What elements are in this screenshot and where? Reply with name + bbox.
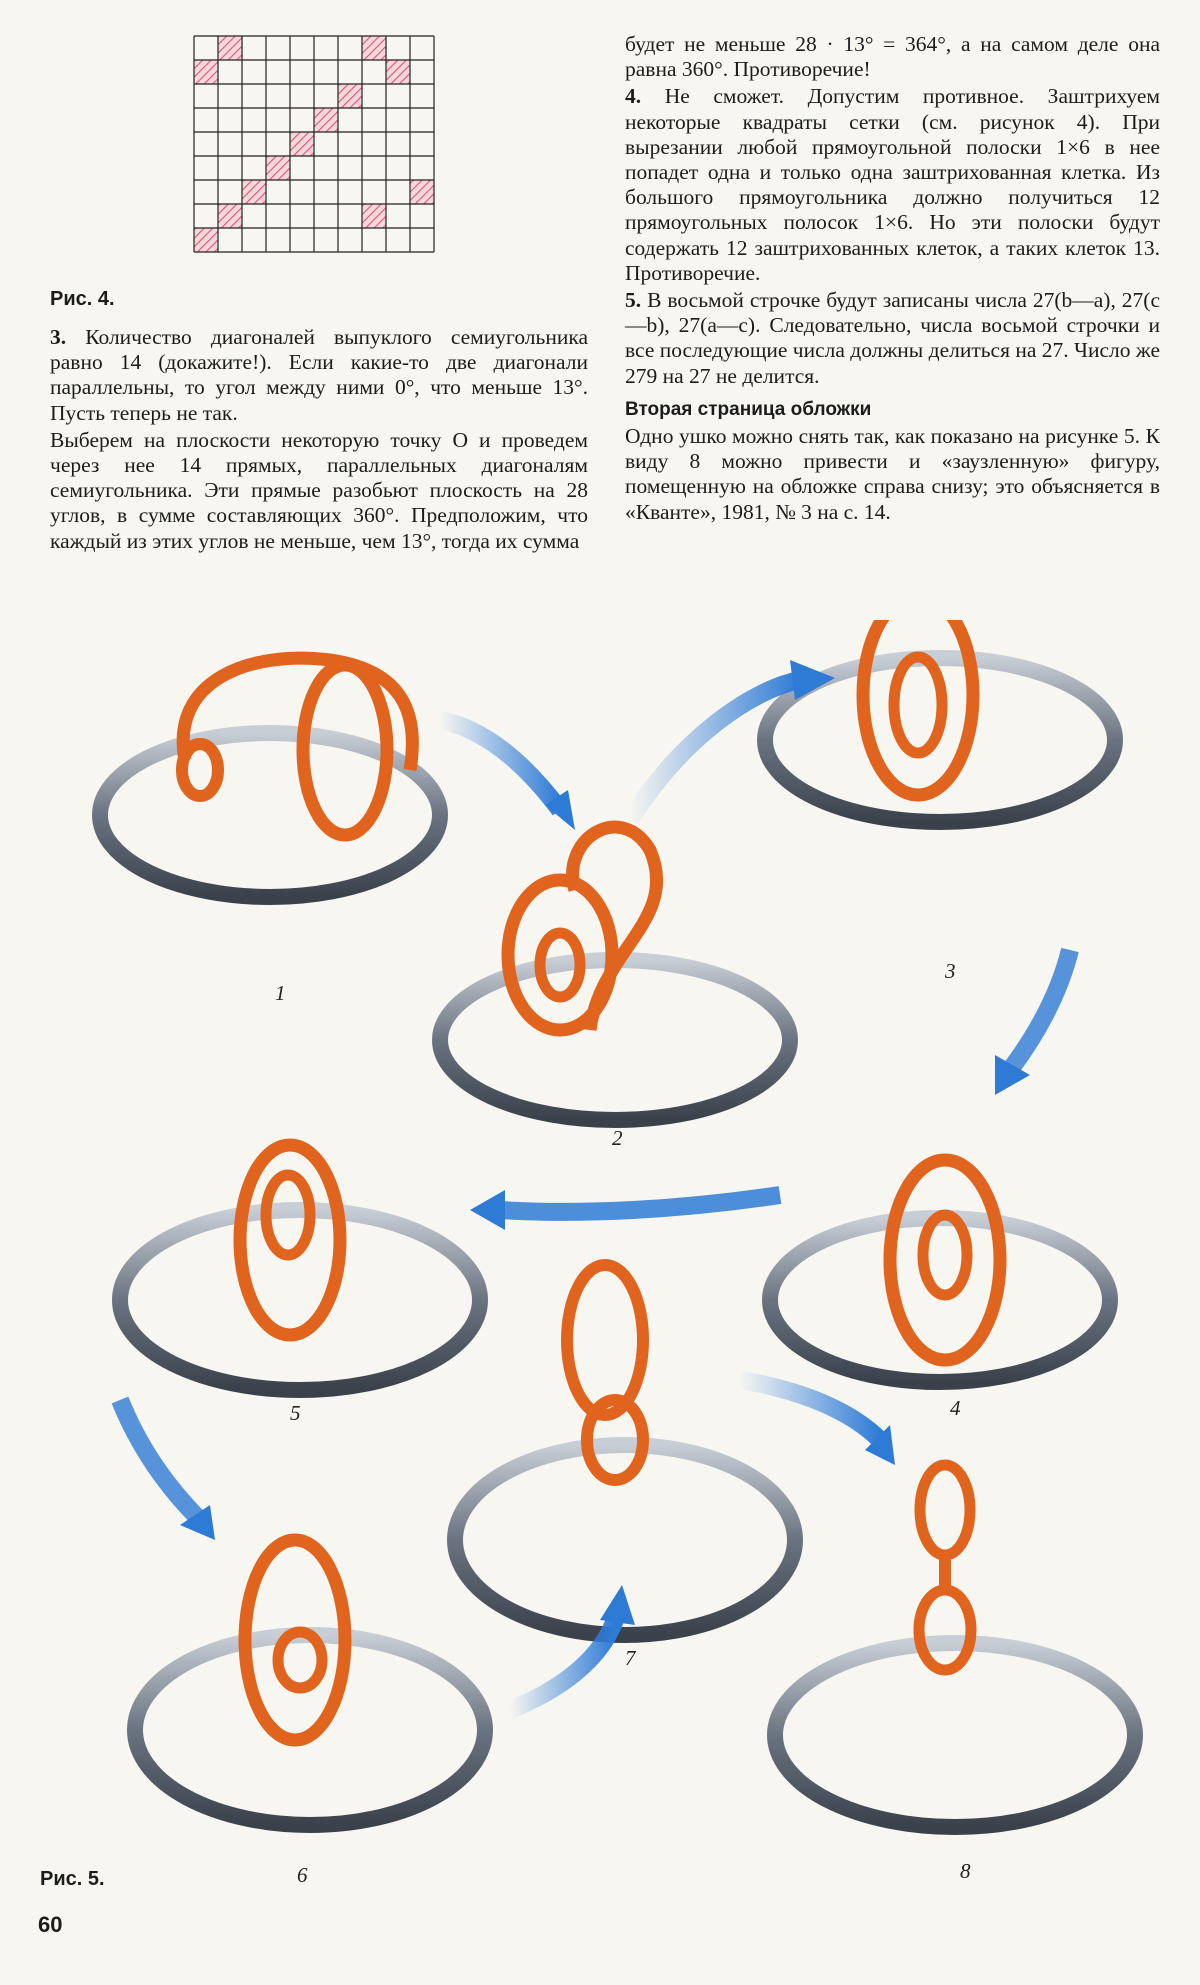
step-label-1: 1 bbox=[275, 981, 286, 1005]
paragraph-4-number: 4. bbox=[625, 84, 642, 109]
arrow-7-to-8 bbox=[740, 1380, 895, 1465]
figure-4-grid bbox=[193, 35, 463, 280]
step-label-5: 5 bbox=[290, 1401, 301, 1425]
arrow-6-to-7 bbox=[510, 1585, 635, 1710]
arrow-4-to-5 bbox=[470, 1190, 780, 1230]
figure-5-illustration bbox=[0, 620, 1200, 1900]
paragraph-5-text: В восьмой строчке будут записаны числа 27(b—a), 27(c—b), 27(a—c). Следовательно, числа восьмой строчки и все последующие числа должны делиться на 27. Число же 279 на 27 не делится. bbox=[625, 288, 1161, 388]
step-label-4: 4 bbox=[950, 1396, 961, 1420]
left-column bbox=[50, 325, 588, 554]
step-2-figure bbox=[440, 827, 790, 1120]
step-7-figure bbox=[455, 1265, 795, 1635]
step-label-3: 3 bbox=[945, 959, 956, 983]
figure-4-caption: Рис. 4. bbox=[50, 288, 115, 310]
step-8-figure bbox=[775, 1465, 1135, 1827]
section-heading: Вторая страница обложки bbox=[625, 398, 872, 420]
paragraph-cover: Одно ушко можно снять так, как показано на рисунке 5. К виду 8 можно привести и «заузленную» фигуру, помещенную на обложке справа снизу; это объясняется в «Кванте», 1981, № 3 на с. 14. bbox=[625, 424, 1160, 524]
figure-5-caption: Рис. 5. bbox=[40, 1868, 105, 1890]
step-3-figure bbox=[765, 620, 1115, 822]
shaded-cell bbox=[266, 156, 290, 180]
arrow-3-to-4 bbox=[995, 950, 1070, 1095]
paragraph-3-text: Количество диагоналей выпуклого семиугольника равно 14 (докажите!). Если какие-то две диагонали параллельны, то угол между ними 0°, что меньше 13°. Пусть теперь не так. bbox=[50, 325, 588, 425]
paragraph-4 bbox=[625, 84, 1160, 286]
shaded-cell bbox=[290, 132, 314, 156]
step-label-8: 8 bbox=[960, 1859, 971, 1883]
arrow-5-to-6 bbox=[120, 1400, 215, 1540]
shaded-cell bbox=[242, 180, 266, 204]
paragraph-3-conclusion: будет не меньше 28 · 13° = 364°, а на самом деле она равна 360°. Противоречие! bbox=[625, 32, 1160, 82]
step-4-figure bbox=[770, 1160, 1110, 1382]
shaded-cell bbox=[194, 228, 218, 252]
shaded-cell bbox=[314, 108, 338, 132]
step-label-6: 6 bbox=[297, 1863, 308, 1887]
page-number: 60 bbox=[38, 1912, 63, 1937]
paragraph-3-continued: Выберем на плоскости некоторую точку O и проведем через нее 14 прямых, параллельных диагоналям семиугольника. Эти прямые разобьют плоскость на 28 углов, в сумме составляющих 360°. Предположим, что каждый из этих углов не меньше, чем 13°, тогда их сумма bbox=[50, 427, 588, 553]
shaded-cell bbox=[338, 84, 362, 108]
shaded-cell bbox=[362, 36, 386, 60]
paragraph-5 bbox=[625, 288, 1160, 389]
shaded-cell bbox=[362, 204, 386, 228]
paragraph-3 bbox=[50, 325, 588, 426]
shaded-cell bbox=[218, 36, 242, 60]
step-6-figure bbox=[135, 1540, 485, 1825]
shaded-cell bbox=[410, 180, 434, 204]
paragraph-3-number: 3. bbox=[50, 325, 67, 349]
paragraph-4-text: Не сможет. Допустим противное. Заштрихуем некоторые квадраты сетки (см. рисунок 4). При вырезании любой прямоугольной полоски 1×6 в нее попадет одна и только одна заштрихованная клетка. Из большого прямоугольника должно получиться 12 прямоугольных полосок 1×6. Но эти полоски будут содержать 12 заштрихованных клеток, а таких клеток 13. Противоречие. bbox=[625, 84, 1161, 285]
step-5-figure bbox=[120, 1145, 480, 1390]
right-column bbox=[625, 32, 1160, 525]
step-1-figure bbox=[100, 658, 440, 897]
shaded-cell bbox=[386, 60, 410, 84]
step-label-7: 7 bbox=[625, 1646, 636, 1670]
shaded-cell bbox=[194, 60, 218, 84]
step-label-2: 2 bbox=[612, 1126, 623, 1150]
shaded-cell bbox=[218, 204, 242, 228]
paragraph-5-number: 5. bbox=[625, 288, 642, 313]
arrow-1-to-2 bbox=[440, 720, 575, 830]
